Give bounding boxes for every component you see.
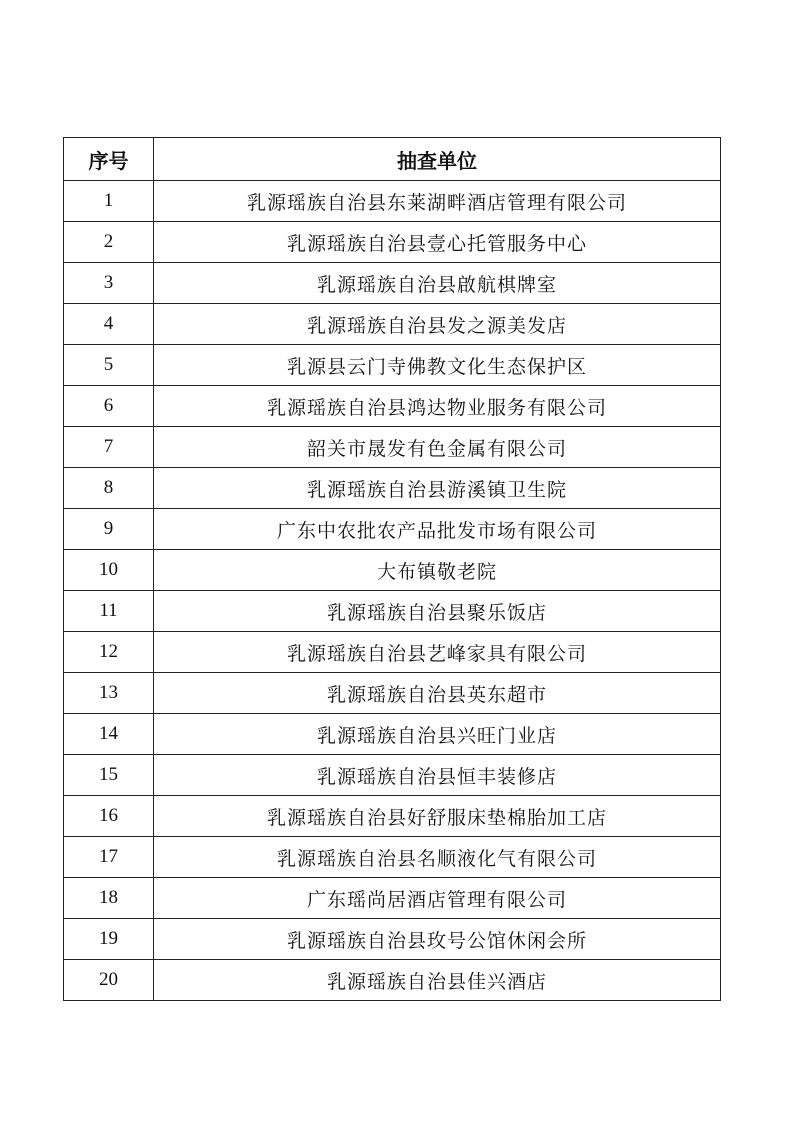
row-unit-name: 广东中农批农产品批发市场有限公司 [154, 509, 721, 550]
row-number: 1 [64, 181, 154, 222]
row-unit-name: 大布镇敬老院 [154, 550, 721, 591]
row-unit-name: 乳源瑶族自治县玫号公馆休闲会所 [154, 919, 721, 960]
table-row [64, 304, 721, 345]
row-unit-name: 乳源瑶族自治县艺峰家具有限公司 [154, 632, 721, 673]
row-unit-name: 乳源瑶族自治县壹心托管服务中心 [154, 222, 721, 263]
table-row [64, 673, 721, 714]
row-number: 9 [64, 509, 154, 550]
row-number: 16 [64, 796, 154, 837]
row-number: 18 [64, 878, 154, 919]
table-row [64, 632, 721, 673]
table-row [64, 960, 721, 1001]
table-row [64, 181, 721, 222]
table-row [64, 550, 721, 591]
row-unit-name: 乳源瑶族自治县东莱湖畔酒店管理有限公司 [154, 181, 721, 222]
row-number: 3 [64, 263, 154, 304]
row-unit-name: 乳源瑶族自治县恒丰装修店 [154, 755, 721, 796]
row-number: 11 [64, 591, 154, 632]
table-row [64, 263, 721, 304]
inspection-table [63, 137, 721, 1001]
row-unit-name: 乳源瑶族自治县聚乐饭店 [154, 591, 721, 632]
table-row [64, 714, 721, 755]
table-row [64, 222, 721, 263]
header-inspected-unit: 抽查单位 [154, 138, 721, 181]
row-number: 14 [64, 714, 154, 755]
row-number: 6 [64, 386, 154, 427]
row-number: 12 [64, 632, 154, 673]
row-unit-name: 乳源瑶族自治县佳兴酒店 [154, 960, 721, 1001]
table-row [64, 427, 721, 468]
row-number: 15 [64, 755, 154, 796]
row-number: 7 [64, 427, 154, 468]
row-unit-name: 广东瑶尚居酒店管理有限公司 [154, 878, 721, 919]
table-row [64, 878, 721, 919]
row-number: 20 [64, 960, 154, 1001]
row-number: 2 [64, 222, 154, 263]
row-number: 19 [64, 919, 154, 960]
table-row [64, 386, 721, 427]
row-unit-name: 乳源瑶族自治县啟航棋牌室 [154, 263, 721, 304]
row-unit-name: 乳源县云门寺佛教文化生态保护区 [154, 345, 721, 386]
row-unit-name: 乳源瑶族自治县名顺液化气有限公司 [154, 837, 721, 878]
table-row [64, 345, 721, 386]
table-row [64, 591, 721, 632]
row-number: 10 [64, 550, 154, 591]
row-number: 8 [64, 468, 154, 509]
table-row [64, 755, 721, 796]
table-row [64, 796, 721, 837]
row-unit-name: 乳源瑶族自治县好舒服床垫棉胎加工店 [154, 796, 721, 837]
table-header-row [64, 138, 721, 181]
row-unit-name: 韶关市晟发有色金属有限公司 [154, 427, 721, 468]
row-number: 13 [64, 673, 154, 714]
table-row [64, 468, 721, 509]
row-number: 5 [64, 345, 154, 386]
table-row [64, 919, 721, 960]
row-unit-name: 乳源瑶族自治县英东超市 [154, 673, 721, 714]
row-unit-name: 乳源瑶族自治县发之源美发店 [154, 304, 721, 345]
table-row [64, 509, 721, 550]
row-unit-name: 乳源瑶族自治县兴旺门业店 [154, 714, 721, 755]
table-row [64, 837, 721, 878]
row-number: 17 [64, 837, 154, 878]
header-serial-number: 序号 [64, 138, 154, 181]
row-number: 4 [64, 304, 154, 345]
row-unit-name: 乳源瑶族自治县鸿达物业服务有限公司 [154, 386, 721, 427]
row-unit-name: 乳源瑶族自治县游溪镇卫生院 [154, 468, 721, 509]
